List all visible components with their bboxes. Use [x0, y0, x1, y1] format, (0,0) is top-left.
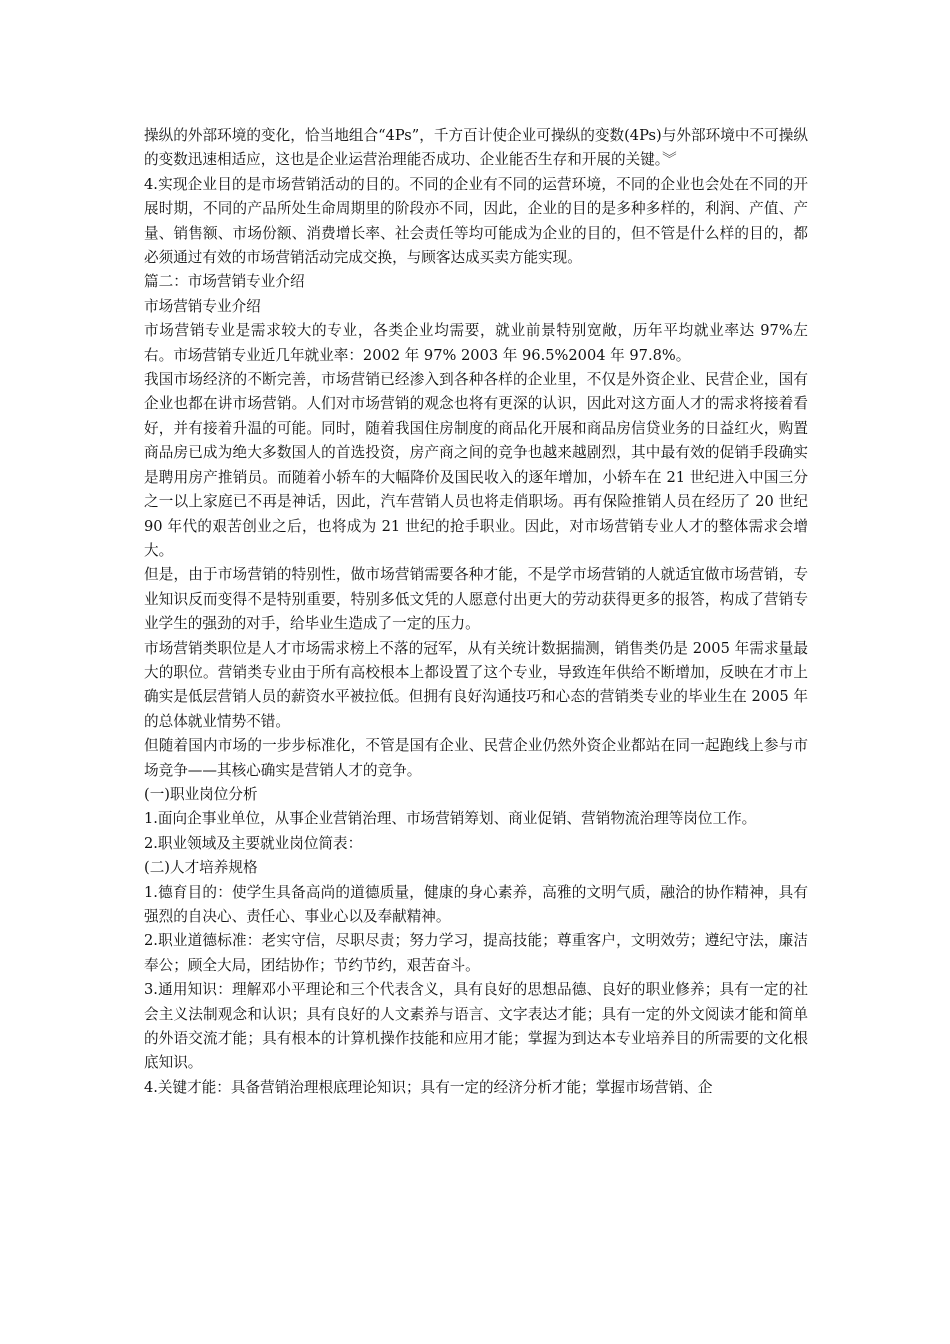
paragraph-point-4: 4.实现企业目的是市场营销活动的目的。不同的企业有不同的运营环境，不同的企业也会处在不同的开展时期，不同的产品所处生命周期里的阶段亦不同，因此，企业的目的是多种多样的，利润、产值、产量、销售额、市场份额、消费增长率、社会责任等均可能成为企业的目的，但不管是什么样的目的，都必须通过有效的市场营销活动完成交换，与顾客达成买卖方能实现。: [144, 175, 808, 267]
paragraph-market-economy: 我国市场经济的不断完善，市场营销已经渗入到各种各样的企业里，不仅是外资企业、民营企业，国有企业也都在讲市场营销。人们对市场营销的观念也将有更深的认识，因此对这方面人才的需求将接着看好，并有接着升温的可能。同时，随着我国住房制度的商品化开展和商品房信贷业务的日益红火，购置商品房已成为绝大多数国人的首选投资，房产商之间的竞争也越来越剧烈，其中最有效的促销手段确实是聘用房产推销员。而随着小轿车的大幅降价及国民收入的逐年增加，小轿车在 21 世纪进入中国三分之一以上家庭已不再是神话，因此，汽车营销人员也将走俏职场。再有保险推销人员在经历了 20 世纪 90 年代的艰苦创业之后，也将成为 21 世纪的抢手职业。因此，对市场营销专业人才的整体需求会增大。: [144, 371, 808, 559]
paragraph-standardization: 但随着国内市场的一步步标准化，不管是国有企业、民营企业仍然外资企业都站在同一起跑线上参与市场竞争——其核心确实是营销人才的竞争。: [144, 737, 808, 779]
list-item-moral-goal: 1.德育目的：使学生具备高尚的道德质量，健康的身心素养，高雅的文明气质，融洽的协作精神，具有强烈的自决心、责任心、事业心以及奉献精神。: [144, 883, 808, 925]
list-item-professional-ethics: 2.职业道德标准：老实守信，尽职尽责；努力学习，提高技能；尊重客户，文明效劳；遵纪守法，廉洁奉公；顾全大局，团结协作；节约节约，艰苦奋斗。: [144, 932, 808, 974]
heading-job-analysis: (一)职业岗位分析: [144, 785, 258, 803]
paragraph-4ps-continuation: 操纵的外部环境的变化，恰当地组合“4Ps”，千方百计使企业可操纵的变数(4Ps)与外部环境中不可操纵的变数迅速相适应，这也是企业运营治理能否成功、企业能否生存和开展的关键。︾: [144, 127, 808, 169]
paragraph-however: 但是，由于市场营销的特别性，做市场营销需要各种才能，不是学市场营销的人就适宜做市场营销，专业知识反而变得不是特别重要，特别多低文凭的人愿意付出更大的劳动获得更多的报答，构成了营销专业学生的强劲的对手，给毕业生造成了一定的压力。: [144, 566, 808, 633]
list-item-1: 1.面向企事业单位，从事企业营销治理、市场营销筹划、商业促销、营销物流治理等岗位工作。: [144, 810, 757, 828]
section-heading-part-two: 篇二：市场营销专业介绍: [144, 273, 305, 291]
list-item-key-abilities: 4.关键才能：具备营销治理根底理论知识；具有一定的经济分析才能；掌握市场营销、企: [144, 1078, 713, 1096]
section-subheading: 市场营销专业介绍: [144, 297, 261, 315]
heading-talent-cultivation: (二)人才培养规格: [144, 859, 258, 877]
paragraph-job-demand: 市场营销类职位是人才市场需求榜上不落的冠军，从有关统计数据揣测，销售类仍是 2005 年需求量最大的职位。营销类专业由于所有高校根本上都设置了这个专业，导致连年供给不断增加，反映在才市上确实是低层营销人员的薪资水平被拉低。但拥有良好沟通技巧和心态的营销类专业的毕业生在 2005 年的总体就业情势不错。: [144, 639, 808, 730]
paragraph-employment-rate: 市场营销专业是需求较大的专业，各类企业均需要，就业前景特别宽敞，历年平均就业率达 97%左右。市场营销专业近几年就业率：2002 年 97% 2003 年 96.5%2004 年 97.8%。: [144, 322, 808, 364]
document-body: [144, 124, 808, 1100]
list-item-general-knowledge: 3.通用知识：理解邓小平理论和三个代表含义，具有良好的思想品德、良好的职业修养；具有一定的社会主义法制观念和认识；具有良好的人文素养与语言、文字表达才能；具有一定的外文阅读才能和简单的外语交流才能；具有根本的计算机操作技能和应用才能；掌握为到达本专业培养目的所需要的文化根底知识。: [144, 981, 808, 1072]
list-item-2: 2.职业领域及主要就业岗位简表：: [144, 834, 363, 852]
